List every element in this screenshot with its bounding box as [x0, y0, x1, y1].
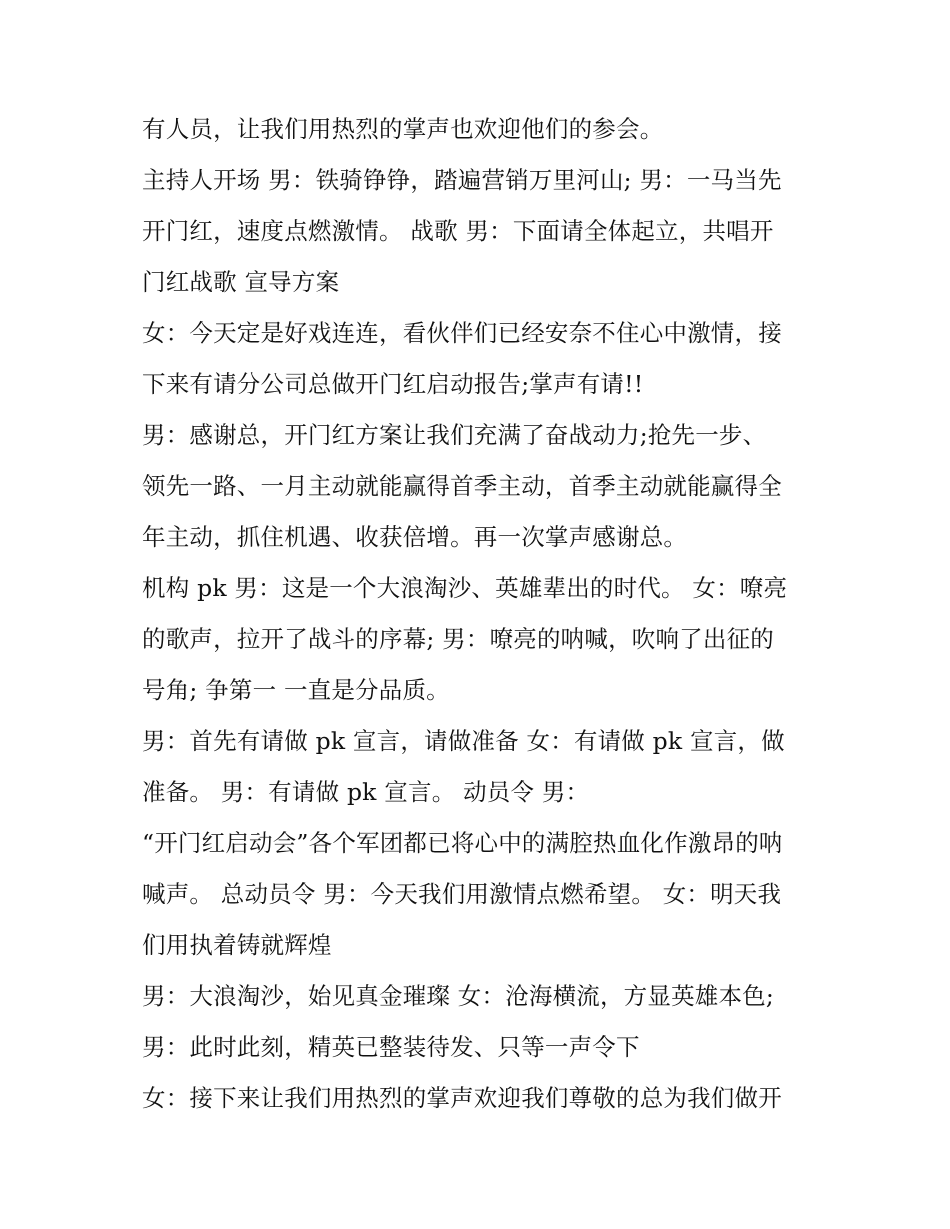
- paragraph: [142, 818, 822, 971]
- text-line: 男：此时此刻，精英已整装待发、只等一声令下: [142, 1033, 640, 1061]
- paragraph: [142, 971, 822, 1073]
- paragraph: [142, 563, 822, 716]
- paragraph: [142, 155, 822, 308]
- text-line: 门红战歌 宣导方案: [142, 268, 340, 296]
- text-line: 的歌声，拉开了战斗的序幕; 男：嘹亮的呐喊，吹响了出征的: [142, 625, 774, 653]
- text-line: 下来有请分公司总做开门红启动报告;掌声有请!!: [142, 370, 644, 398]
- text-line: 女：今天定是好戏连连，看伙伴们已经安奈不住心中激情，接: [142, 319, 782, 347]
- text-line: 号角; 争第一 一直是分品质。: [142, 676, 450, 704]
- document-body: [142, 104, 822, 1124]
- text-line: 机构 pk 男：这是一个大浪淘沙、英雄辈出的时代。 女：嘹亮: [142, 574, 788, 602]
- paragraph: [142, 1073, 822, 1124]
- text-line: 有人员，让我们用热烈的掌声也欢迎他们的参会。: [142, 115, 664, 143]
- text-line: 男：感谢总，开门红方案让我们充满了奋战动力;抢先一步、: [142, 421, 767, 449]
- paragraph: [142, 104, 822, 155]
- text-line: “开门红启动会”各个军团都已将心中的满腔热血化作激昂的呐: [142, 829, 783, 857]
- paragraph: [142, 410, 822, 563]
- text-line: 年主动，抓住机遇、收获倍增。再一次掌声感谢总。: [142, 523, 688, 551]
- text-line: 领先一路、一月主动就能赢得首季主动，首季主动就能赢得全: [142, 472, 782, 500]
- text-line: 女：接下来让我们用热烈的掌声欢迎我们尊敬的总为我们做开: [142, 1084, 782, 1112]
- text-line: 们用执着铸就辉煌: [142, 931, 332, 959]
- text-line: 准备。 男：有请做 pk 宣言。 动员令 男：: [142, 778, 590, 806]
- text-line: 开门红，速度点燃激情。 战歌 男：下面请全体起立，共唱开: [142, 217, 774, 245]
- paragraph: [142, 716, 822, 818]
- text-line: 男：首先有请做 pk 宣言，请做准备 女：有请做 pk 宣言，做: [142, 727, 785, 755]
- text-line: 主持人开场 男：铁骑铮铮，踏遍营销万里河山; 男：一马当先: [142, 166, 782, 194]
- text-line: 喊声。 总动员令 男：今天我们用激情点燃希望。 女：明天我: [142, 880, 782, 908]
- paragraph: [142, 308, 822, 410]
- text-line: 男：大浪淘沙，始见真金璀璨 女：沧海横流，方显英雄本色;: [142, 982, 774, 1010]
